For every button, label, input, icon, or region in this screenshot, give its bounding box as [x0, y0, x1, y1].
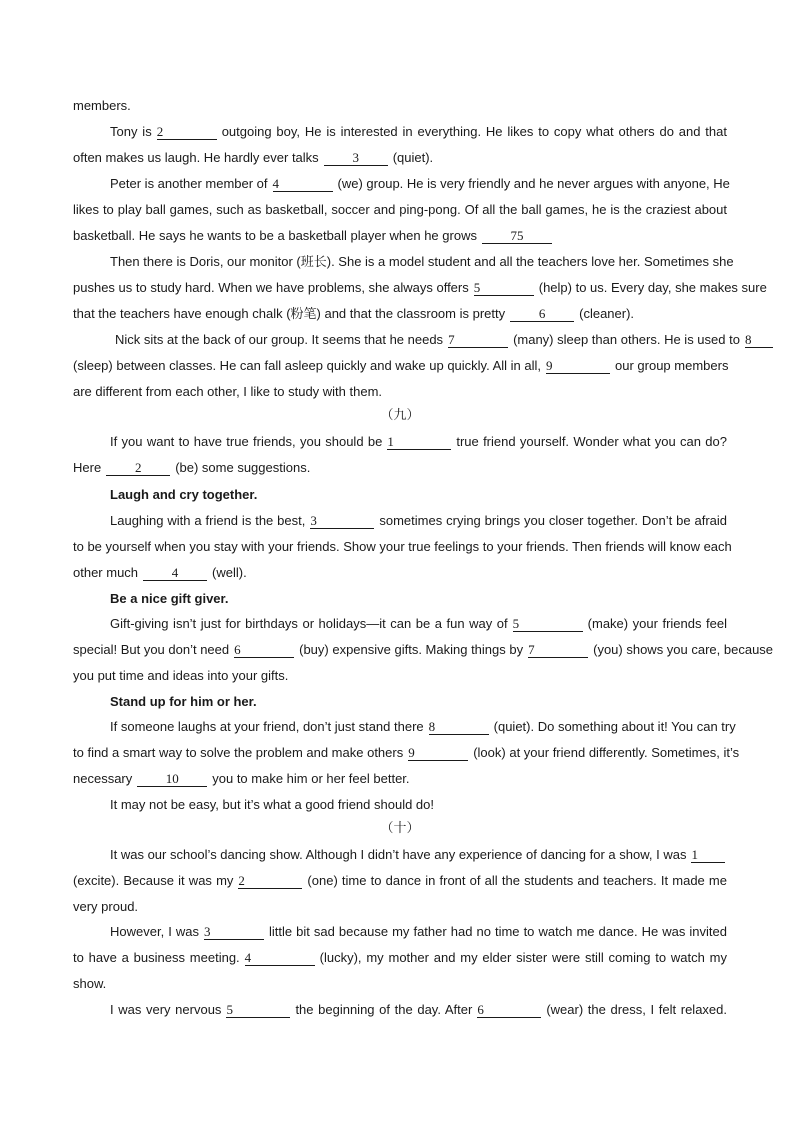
- text-line: Then there is Doris, our monitor (班长). She is a model student and all the teachers love her. Sometimes she: [110, 254, 734, 269]
- answer-blank[interactable]: 1: [387, 435, 451, 450]
- text-line: you put time and ideas into your gifts.: [73, 668, 289, 683]
- text-line: are different from each other, I like to study with them.: [73, 384, 383, 399]
- text-line: (excite). Because it was my 2 (one) time to dance in front of all the students and teachers. It made me: [73, 873, 727, 888]
- text-line: However, I was 3 little bit sad because my father had no time to watch me dance. He was invited: [110, 924, 727, 939]
- answer-blank[interactable]: 75: [482, 229, 552, 244]
- answer-blank[interactable]: 3: [204, 925, 264, 940]
- text-line: to find a smart way to solve the problem and make others 9 (look) at your friend differently. Sometimes, it’s: [73, 745, 740, 760]
- answer-blank[interactable]: 2: [106, 461, 170, 476]
- subheading: Stand up for him or her.: [110, 694, 257, 709]
- section-heading: （九）: [380, 408, 420, 423]
- answer-blank[interactable]: 10: [137, 772, 207, 787]
- text-line: to be yourself when you stay with your friends. Show your true feelings to your friends. Then friends will know each: [73, 539, 732, 554]
- text-line: If you want to have true friends, you should be 1 true friend yourself. Wonder what you can do?: [110, 434, 728, 449]
- answer-blank[interactable]: 3: [310, 514, 374, 529]
- answer-blank[interactable]: 2: [157, 125, 217, 140]
- text-line: I was very nervous 5 the beginning of the day. After 6 (wear) the dress, I felt relaxed.: [110, 1002, 728, 1017]
- answer-blank[interactable]: 1: [691, 848, 725, 863]
- text-line: Gift-giving isn’t just for birthdays or holidays—it can be a fun way of 5 (make) your friends feel: [110, 616, 727, 631]
- answer-blank[interactable]: 7: [528, 643, 588, 658]
- answer-blank[interactable]: 4: [143, 566, 207, 581]
- answer-blank[interactable]: 6: [477, 1003, 541, 1018]
- text-line: other much 4 (well).: [73, 565, 247, 580]
- text-line: necessary 10 you to make him or her feel better.: [73, 771, 410, 786]
- answer-blank[interactable]: 5: [513, 617, 583, 632]
- text-line: to have a business meeting. 4 (lucky), my mother and my elder sister were still coming to watch my: [73, 950, 727, 965]
- answer-blank[interactable]: 8: [429, 720, 489, 735]
- text-line: Peter is another member of 4 (we) group. He is very friendly and he never argues with anyone, He: [110, 176, 730, 191]
- subheading: Be a nice gift giver.: [110, 591, 229, 606]
- text-line: Nick sits at the back of our group. It seems that he needs 7 (many) sleep than others. He is used to 8: [115, 330, 727, 350]
- subheading: Laugh and cry together.: [110, 487, 258, 502]
- answer-blank[interactable]: 5: [226, 1003, 290, 1018]
- text-line: If someone laughs at your friend, don’t just stand there 8 (quiet). Do something about it! You can try: [110, 719, 736, 734]
- text-line: Tony is 2 outgoing boy, He is interested in everything. He likes to copy what others do and that: [110, 124, 727, 139]
- answer-blank[interactable]: 4: [273, 177, 333, 192]
- answer-blank[interactable]: 5: [474, 281, 534, 296]
- answer-blank[interactable]: 9: [408, 746, 468, 761]
- answer-blank[interactable]: 6: [510, 307, 574, 322]
- section-heading: （十）: [380, 821, 420, 836]
- answer-blank[interactable]: 7: [448, 333, 508, 348]
- text-line: It was our school’s dancing show. Although I didn’t have any experience of dancing for a show, I was 1: [110, 845, 727, 865]
- text-line: pushes us to study hard. When we have problems, she always offers 5 (help) to us. Every day, she makes sure: [73, 280, 767, 295]
- text-line: likes to play ball games, such as basketball, soccer and ping-pong. Of all the ball games, he is the craziest about: [73, 202, 727, 217]
- text-line: (sleep) between classes. He can fall asleep quickly and wake up quickly. All in all, 9 our group members: [73, 358, 729, 373]
- text-line: show.: [73, 976, 107, 991]
- text-line: Here 2 (be) some suggestions.: [73, 460, 311, 475]
- answer-blank[interactable]: 6: [234, 643, 294, 658]
- text-line: often makes us laugh. He hardly ever talks 3 (quiet).: [73, 150, 434, 165]
- text-line: special! But you don’t need 6 (buy) expensive gifts. Making things by 7 (you) shows you care, because: [73, 642, 774, 657]
- text-line: basketball. He says he wants to be a basketball player when he grows 75: [73, 226, 727, 246]
- text-line: very proud.: [73, 899, 139, 914]
- answer-blank[interactable]: 8: [745, 333, 773, 348]
- text-line: members.: [73, 98, 131, 113]
- answer-blank[interactable]: 3: [324, 151, 388, 166]
- text-line: It may not be easy, but it’s what a good friend should do!: [110, 797, 434, 812]
- text-line: that the teachers have enough chalk (粉笔) and that the classroom is pretty 6 (cleaner).: [73, 306, 635, 321]
- answer-blank[interactable]: 4: [245, 951, 315, 966]
- answer-blank[interactable]: 2: [238, 874, 302, 889]
- answer-blank[interactable]: 9: [546, 359, 610, 374]
- text-line: Laughing with a friend is the best, 3 sometimes crying brings you closer together. Don’t be afraid: [110, 513, 728, 528]
